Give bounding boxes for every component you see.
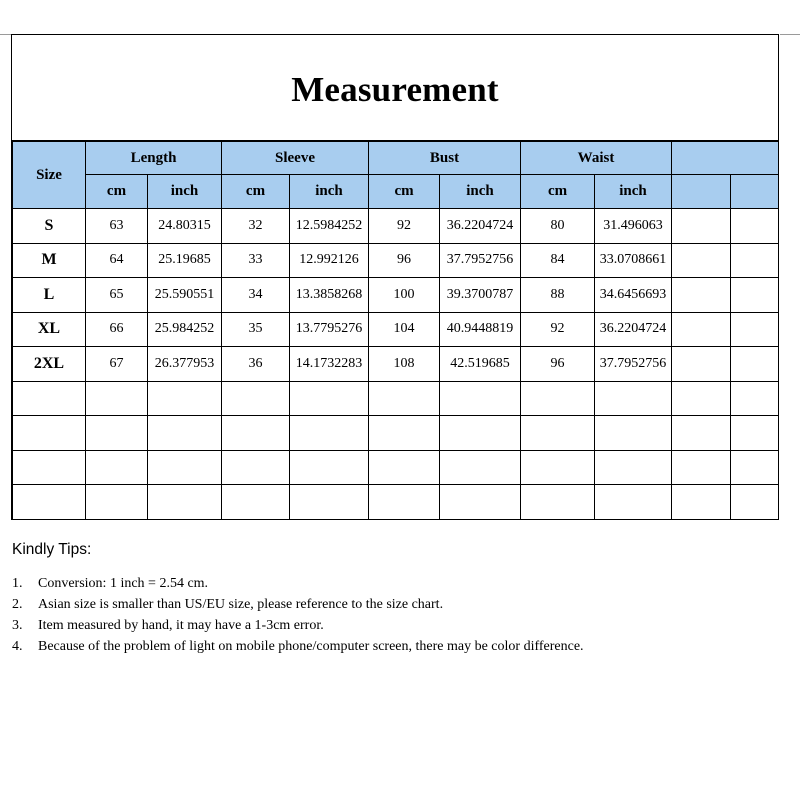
- group-header-row: [13, 142, 779, 175]
- measurement-chart: [11, 34, 779, 520]
- tip-text: Conversion: 1 inch = 2.54 cm.: [38, 576, 209, 591]
- empty-cell: [222, 416, 290, 451]
- empty-cell: [595, 416, 672, 451]
- kindly-tips: [12, 541, 612, 657]
- tip-text: Asian size is smaller than US/EU size, please reference to the size chart.: [38, 597, 444, 612]
- table-cell: 12.5984252: [290, 209, 369, 244]
- table-cell: 37.7952756: [440, 243, 521, 278]
- table-cell: 36.2204724: [440, 209, 521, 244]
- sleeve-group-header: Sleeve: [222, 142, 369, 175]
- unit-header: inch: [440, 175, 521, 209]
- table-cell: 13.3858268: [290, 278, 369, 313]
- empty-cell: [521, 485, 595, 520]
- chart-title: Measurement: [291, 69, 499, 109]
- table-cell: 33: [222, 243, 290, 278]
- empty-cell: [731, 381, 779, 416]
- unit-header: [731, 175, 779, 209]
- size-cell: M: [13, 243, 86, 278]
- empty-row: [13, 381, 779, 416]
- unit-header: [672, 175, 731, 209]
- table-cell: [731, 209, 779, 244]
- empty-row: [13, 485, 779, 520]
- empty-cell: [148, 450, 222, 485]
- size-cell: S: [13, 209, 86, 244]
- unit-header-row: [13, 175, 779, 209]
- empty-cell: [13, 416, 86, 451]
- size-table: [12, 141, 779, 520]
- size-cell: XL: [13, 312, 86, 347]
- size-cell: L: [13, 278, 86, 313]
- empty-cell: [440, 485, 521, 520]
- unit-header: cm: [222, 175, 290, 209]
- tips-heading: Kindly Tips:: [12, 541, 92, 558]
- tip-text: Because of the problem of light on mobile phone/computer screen, there may be color difference.: [38, 639, 584, 654]
- table-cell: 100: [369, 278, 440, 313]
- empty-cell: [222, 450, 290, 485]
- table-cell: 24.80315: [148, 209, 222, 244]
- empty-cell: [13, 485, 86, 520]
- unit-header: inch: [290, 175, 369, 209]
- table-cell: 84: [521, 243, 595, 278]
- top-rule-right: [780, 34, 800, 35]
- top-rule-left: [0, 34, 11, 35]
- table-cell: 96: [369, 243, 440, 278]
- table-cell: 66: [86, 312, 148, 347]
- table-cell: 12.992126: [290, 243, 369, 278]
- empty-cell: [521, 381, 595, 416]
- tip-text: Item measured by hand, it may have a 1-3cm error.: [38, 618, 324, 633]
- table-cell: 88: [521, 278, 595, 313]
- title-area: [12, 35, 778, 141]
- empty-cell: [369, 381, 440, 416]
- empty-cell: [521, 450, 595, 485]
- empty-cell: [369, 485, 440, 520]
- table-row: [13, 278, 779, 313]
- empty-cell: [290, 450, 369, 485]
- table-row: [13, 312, 779, 347]
- table-cell: 31.496063: [595, 209, 672, 244]
- table-cell: [731, 347, 779, 382]
- table-cell: [672, 347, 731, 382]
- empty-cell: [672, 450, 731, 485]
- table-cell: 36: [222, 347, 290, 382]
- table-cell: 63: [86, 209, 148, 244]
- table-cell: 108: [369, 347, 440, 382]
- table-cell: 35: [222, 312, 290, 347]
- table-cell: 25.590551: [148, 278, 222, 313]
- unit-header: inch: [148, 175, 222, 209]
- extra-group-header: [672, 142, 779, 175]
- tip-number: 4.: [12, 639, 23, 654]
- empty-cell: [731, 416, 779, 451]
- empty-cell: [440, 450, 521, 485]
- table-cell: 104: [369, 312, 440, 347]
- empty-cell: [369, 450, 440, 485]
- table-cell: 25.19685: [148, 243, 222, 278]
- table-cell: [672, 243, 731, 278]
- size-cell: 2XL: [13, 347, 86, 382]
- table-cell: 13.7795276: [290, 312, 369, 347]
- table-cell: [731, 312, 779, 347]
- tips-list: [12, 573, 612, 657]
- table-row: [13, 243, 779, 278]
- table-cell: 92: [521, 312, 595, 347]
- table-cell: 80: [521, 209, 595, 244]
- empty-cell: [290, 381, 369, 416]
- empty-cell: [731, 485, 779, 520]
- table-row: [13, 209, 779, 244]
- empty-cell: [672, 416, 731, 451]
- unit-header: inch: [595, 175, 672, 209]
- empty-cell: [595, 485, 672, 520]
- tip-item: [12, 594, 612, 615]
- table-cell: 34: [222, 278, 290, 313]
- empty-cell: [86, 450, 148, 485]
- table-cell: 34.6456693: [595, 278, 672, 313]
- size-column-header: Size: [13, 142, 86, 209]
- empty-cell: [222, 381, 290, 416]
- table-cell: 40.9448819: [440, 312, 521, 347]
- waist-group-header: Waist: [521, 142, 672, 175]
- table-cell: [672, 312, 731, 347]
- table-cell: 67: [86, 347, 148, 382]
- table-cell: 37.7952756: [595, 347, 672, 382]
- empty-cell: [595, 381, 672, 416]
- table-cell: 26.377953: [148, 347, 222, 382]
- empty-cell: [369, 416, 440, 451]
- empty-cell: [731, 450, 779, 485]
- table-cell: 36.2204724: [595, 312, 672, 347]
- table-cell: 32: [222, 209, 290, 244]
- table-body: [13, 209, 779, 520]
- table-cell: 92: [369, 209, 440, 244]
- empty-cell: [86, 381, 148, 416]
- length-group-header: Length: [86, 142, 222, 175]
- unit-header: cm: [521, 175, 595, 209]
- empty-cell: [13, 381, 86, 416]
- tip-number: 2.: [12, 597, 23, 612]
- empty-cell: [148, 416, 222, 451]
- table-cell: 64: [86, 243, 148, 278]
- empty-cell: [672, 381, 731, 416]
- empty-cell: [148, 485, 222, 520]
- table-row: [13, 347, 779, 382]
- empty-cell: [148, 381, 222, 416]
- tip-item: [12, 636, 612, 657]
- table-cell: 65: [86, 278, 148, 313]
- empty-cell: [86, 485, 148, 520]
- empty-cell: [290, 416, 369, 451]
- tip-number: 1.: [12, 576, 23, 591]
- empty-row: [13, 416, 779, 451]
- tip-item: [12, 615, 612, 636]
- empty-cell: [290, 485, 369, 520]
- empty-cell: [13, 450, 86, 485]
- table-cell: [731, 243, 779, 278]
- empty-cell: [86, 416, 148, 451]
- table-cell: 25.984252: [148, 312, 222, 347]
- empty-cell: [440, 416, 521, 451]
- tip-number: 3.: [12, 618, 23, 633]
- table-cell: 14.1732283: [290, 347, 369, 382]
- tip-item: [12, 573, 612, 594]
- empty-cell: [595, 450, 672, 485]
- unit-header: cm: [369, 175, 440, 209]
- empty-cell: [440, 381, 521, 416]
- table-cell: 96: [521, 347, 595, 382]
- table-cell: [672, 209, 731, 244]
- empty-row: [13, 450, 779, 485]
- table-cell: 39.3700787: [440, 278, 521, 313]
- table-cell: 33.0708661: [595, 243, 672, 278]
- empty-cell: [672, 485, 731, 520]
- empty-cell: [521, 416, 595, 451]
- unit-header: cm: [86, 175, 148, 209]
- table-cell: [731, 278, 779, 313]
- table-cell: 42.519685: [440, 347, 521, 382]
- bust-group-header: Bust: [369, 142, 521, 175]
- empty-cell: [222, 485, 290, 520]
- table-cell: [672, 278, 731, 313]
